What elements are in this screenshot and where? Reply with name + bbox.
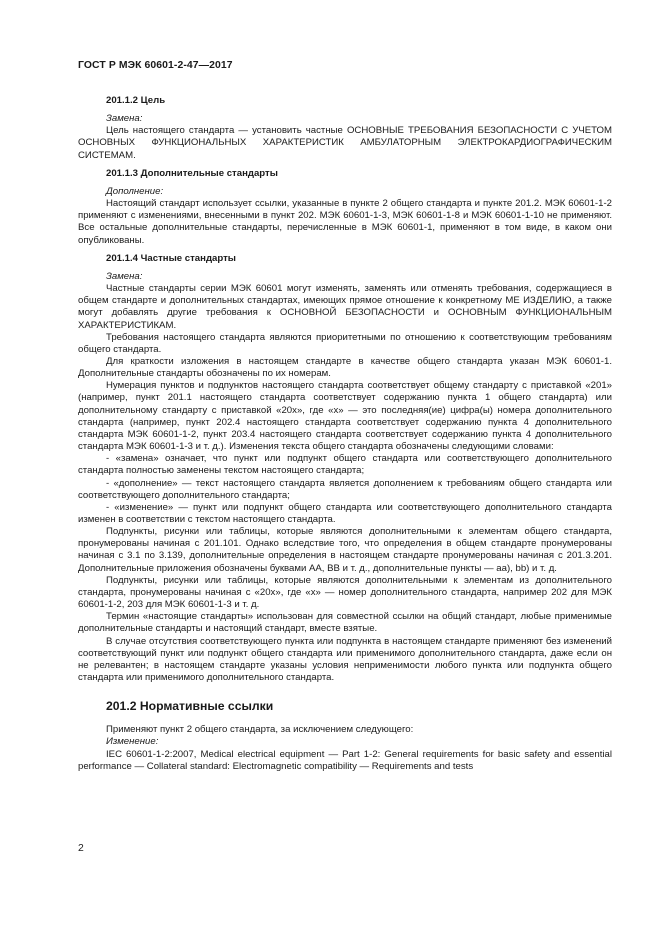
section-heading-201-1-2: 201.1.2 Цель [106,95,166,106]
section-paragraph: Подпункты, рисунки или таблицы, которые являются дополнительными к элементам общего стандарта, пронумерованы начиная с 201.101. Однако вследствие того, что определения в общем стандарте пронумерованы начиная с 3.1 по 3.139, дополнительные определения в настоящем стандарте пронумерованы начиная с 201.3.201. Дополнительные приложения обозначены буквами АА, ВВ и т. д., дополнительные пункты — аа), bb) и т. д. [78,526,612,574]
section-label-addition: Дополнение: [106,185,164,197]
section-paragraph: Цель настоящего стандарта — установить частные ОСНОВНЫЕ ТРЕБОВАНИЯ БЕЗОПАСНОСТИ С УЧЕТОМ ОСНОВНЫХ ФУНКЦИОНАЛЬНЫХ ХАРАКТЕРИСТИК АМБУЛАТОРНЫМ ЭЛЕКТРОКАРДИОГРАФИЧЕСКИМ СИСТЕМАМ. [78,125,612,161]
section-paragraph: IEC 60601-1-2:2007, Medical electrical equipment — Part 1-2: General requirements for basic safety and essential performance — Collateral standard: Electromagnetic compatibility — Requirements and tests [78,748,612,772]
section-paragraph: Для краткости изложения в настоящем стандарте в качестве общего стандарта указан МЭК 60601-1. Дополнительные стандарты обозначены по их номерам. [78,355,612,380]
section-heading-201-1-3: 201.1.3 Дополнительные стандарты [106,167,278,179]
section-label-change: Изменение: [106,736,159,748]
list-item: - «изменение» — пункт или подпункт общего стандарта или соответствующего дополнительного стандарта изменен в соответствии с текстом настоящего стандарта. [78,501,612,525]
section-paragraph: Настоящий стандарт использует ссылки, указанные в пункте 2 общего стандарта и пункте 201.2. МЭК 60601-1-2 применяют с изменениями, внесенными в пункт 202. МЭК 60601-1-3, МЭК 60601-1-8 и МЭК 60601-1-10 не применяют. Все остальные дополнительные стандарты, перечисленные в МЭК 60601-1, применяют в том виде, в каком они опубликованы. [78,198,612,246]
section-paragraph: Частные стандарты серии МЭК 60601 могут изменять, заменять или отменять требования, содержащиеся в общем стандарте и дополнительных стандартах, имеющих прямое отношение к конкретному МЕ ИЗДЕЛИЮ, а также могут добавлять другие требования к ОСНОВНОЙ БЕЗОПАСНОСТИ и ОСНОВНЫМ ФУНКЦИОНАЛЬНЫМ ХАРАКТЕРИСТИКАМ. [78,283,612,331]
section-label-replacement: Замена: [106,270,143,282]
section-paragraph: Требования настоящего стандарта являются приоритетными по отношению к соответствующим требованиям общего стандарта. [78,331,612,355]
section-paragraph: Нумерация пунктов и подпунктов настоящего стандарта соответствует общему стандарту с приставкой «201» (например, пункт 201.1 настоящего стандарта соответствует содержанию пункта 1 общего стандарта) или дополнительному стандарту с приставкой «20x», где «x» — это последняя(ие) цифра(ы) номера дополнительного стандарта (например, пункт 202.4 настоящего стандарта соответствует содержанию пункта 4 дополнительного стандарта МЭК 60601-1-2, пункт 203.4 настоящего стандарта соответствует содержанию пункта 4 дополнительного стандарта МЭК 60601-1-3 и т. д.). Изменения текста общего стандарта обозначены следующими словами: [78,380,612,453]
section-paragraph: Применяют пункт 2 общего стандарта, за исключением следующего: [106,724,414,736]
section-paragraph: В случае отсутствия соответствующего пункта или подпункта в настоящем стандарте применяют без изменений соответствующий пункт или подпункт общего стандарта или применимого дополнительного стандарта, даже если он не релевантен; в настоящем стандарте указаны условия неприменимости любого пункта или подпункта общего стандарта или применимого дополнительного стандарта. [78,635,612,684]
list-item: - «дополнение» — текст настоящего стандарта является дополнением к требованиям общего стандарта или соответствующего дополнительного стандарта; [78,477,612,501]
section-heading-201-2: 201.2 Нормативные ссылки [106,699,274,714]
list-item: - «замена» означает, что пункт или подпункт общего стандарта или соответствующего дополнительного стандарта полностью заменены текстом настоящего стандарта; [78,453,612,477]
section-label-replacement: Замена: [106,113,143,125]
page-number: 2 [78,843,84,854]
section-heading-201-1-4: 201.1.4 Частные стандарты [106,252,236,264]
section-paragraph: Подпункты, рисунки или таблицы, которые являются дополнительными к элементам из дополнительного стандарта, пронумерованы начиная с «20x», где «x» — номер дополнительного стандарта, например 202 для МЭК 60601-1-2, 203 для МЭК 60601-1-3 и т. д. [78,574,612,611]
document-body [78,95,612,773]
document-header: ГОСТ Р МЭК 60601-2-47—2017 [78,60,233,71]
section-paragraph: Термин «настоящие стандарты» использован для совместной ссылки на общий стандарт, любые применимые дополнительные стандарты и настоящий стандарт, вместе взятые. [78,611,612,635]
